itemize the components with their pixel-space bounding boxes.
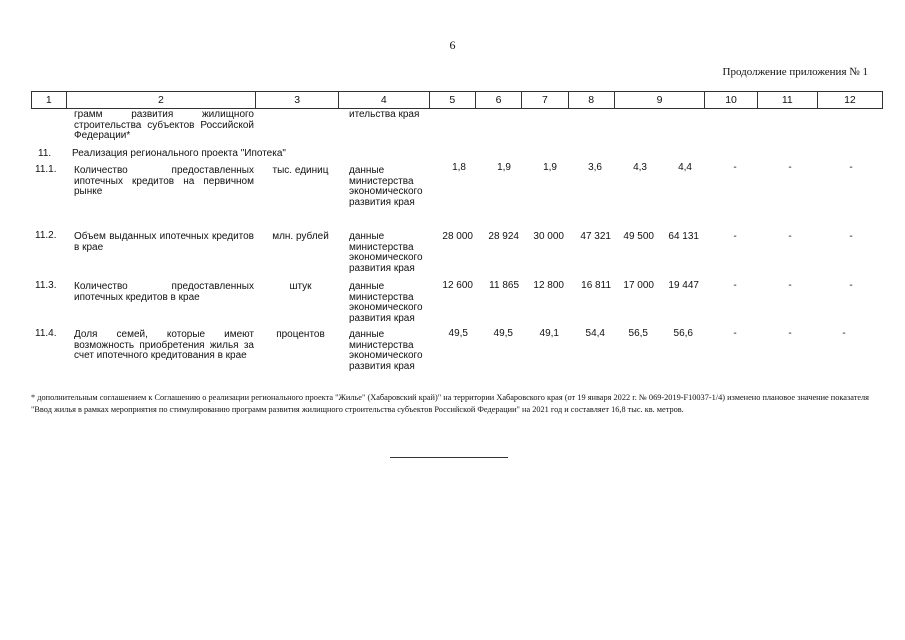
row-number: 11.4.	[35, 328, 57, 339]
value-col-7: 1,9	[543, 162, 557, 173]
value-col-9a: 4,3	[633, 162, 647, 173]
value-col-7: 12 800	[533, 280, 564, 291]
value-col-11: -	[788, 280, 792, 291]
end-rule	[390, 457, 508, 458]
row-unit: тыс. единиц	[272, 165, 329, 176]
row-name: Доля семей, которые имеют возможность приобретения жилья за счет ипотечного кредитования в крае	[74, 329, 254, 361]
value-col-6: 11 865	[489, 280, 519, 291]
value-col-11: -	[788, 328, 792, 339]
footnote: * дополнительным соглашением к Соглашению о реализации регионального проекта "Жилье" (Хабаровский край)" на территории Хабаровского края (от 19 января 2022 г. № 069-2019-F10037-1/4) изменено плановое значение показателя "Ввод жилья в рамках мероприятия по стимулированию программ развития жилищного строительства субъектов Российской Федерации" на 2021 год и составляет 16,8 тыс. кв. метров.	[31, 393, 869, 414]
value-col-12: -	[849, 162, 853, 173]
value-col-8: 47 321	[580, 231, 611, 242]
value-col-10: -	[733, 328, 737, 339]
value-col-5: 28 000	[442, 231, 473, 242]
row-name: Количество предоставленных ипотечных кредитов на первичном рынке	[74, 165, 254, 197]
value-col-12: -	[842, 328, 846, 339]
value-col-9a: 17 000	[623, 280, 654, 291]
column-header-8: 8	[568, 92, 614, 109]
column-header-6: 6	[475, 92, 521, 109]
column-header-12: 12	[817, 92, 882, 109]
value-col-10: -	[733, 231, 737, 242]
column-header-row	[32, 92, 883, 109]
value-col-7: 30 000	[533, 231, 564, 242]
row-source: данные министерства экономического развития края	[349, 165, 423, 208]
row-unit: млн. рублей	[272, 231, 329, 242]
value-col-6: 1,9	[497, 162, 511, 173]
row-name: Объем выданных ипотечных кредитов в крае	[74, 231, 254, 253]
value-col-11: -	[788, 231, 792, 242]
carry-over-source: ительства края	[349, 109, 420, 120]
value-col-8: 16 811	[581, 280, 611, 291]
value-col-12: -	[849, 231, 853, 242]
value-col-10: -	[733, 162, 737, 173]
row-unit: штук	[289, 281, 312, 292]
carry-over-name: грамм развития жилищного строительства субъектов Российской Федерации*	[74, 109, 254, 141]
value-col-9b: 4,4	[678, 162, 692, 173]
continuation-label: Продолжение приложения № 1	[722, 66, 868, 78]
row-source: данные министерства экономического развития края	[349, 281, 423, 324]
column-header-11: 11	[757, 92, 817, 109]
value-col-9b: 56,6	[673, 328, 693, 339]
value-col-9b: 64 131	[668, 231, 699, 242]
page-number: 6	[449, 38, 456, 52]
column-header-5: 5	[429, 92, 475, 109]
column-header-10: 10	[705, 92, 757, 109]
row-number: 11.3.	[35, 280, 57, 291]
value-col-9b: 19 447	[668, 280, 699, 291]
section-title: Реализация регионального проекта "Ипотека"	[72, 148, 286, 159]
column-header-7: 7	[522, 92, 568, 109]
value-col-7: 49,1	[539, 328, 559, 339]
value-col-10: -	[733, 280, 737, 291]
value-col-6: 28 924	[488, 231, 519, 242]
value-col-12: -	[849, 280, 853, 291]
value-col-6: 49,5	[493, 328, 513, 339]
column-header-1: 1	[32, 92, 67, 109]
value-col-9a: 49 500	[623, 231, 654, 242]
column-header-9: 9	[614, 92, 705, 109]
column-header-2: 2	[66, 92, 256, 109]
row-unit: процентов	[276, 329, 325, 340]
row-source: данные министерства экономического развития края	[349, 231, 423, 274]
row-number: 11.2.	[35, 230, 57, 241]
value-col-5: 1,8	[452, 162, 466, 173]
row-source: данные министерства экономического развития края	[349, 329, 423, 372]
row-name: Количество предоставленных ипотечных кредитов в крае	[74, 281, 254, 303]
value-col-8: 54,4	[585, 328, 605, 339]
column-header-table	[31, 91, 883, 109]
value-col-11: -	[788, 162, 792, 173]
column-header-3: 3	[256, 92, 339, 109]
value-col-9a: 56,5	[628, 328, 648, 339]
value-col-8: 3,6	[588, 162, 602, 173]
column-header-4: 4	[339, 92, 430, 109]
row-number: 11.1.	[35, 164, 57, 175]
section-number: 11.	[38, 148, 52, 159]
value-col-5: 12 600	[442, 280, 473, 291]
value-col-5: 49,5	[448, 328, 468, 339]
